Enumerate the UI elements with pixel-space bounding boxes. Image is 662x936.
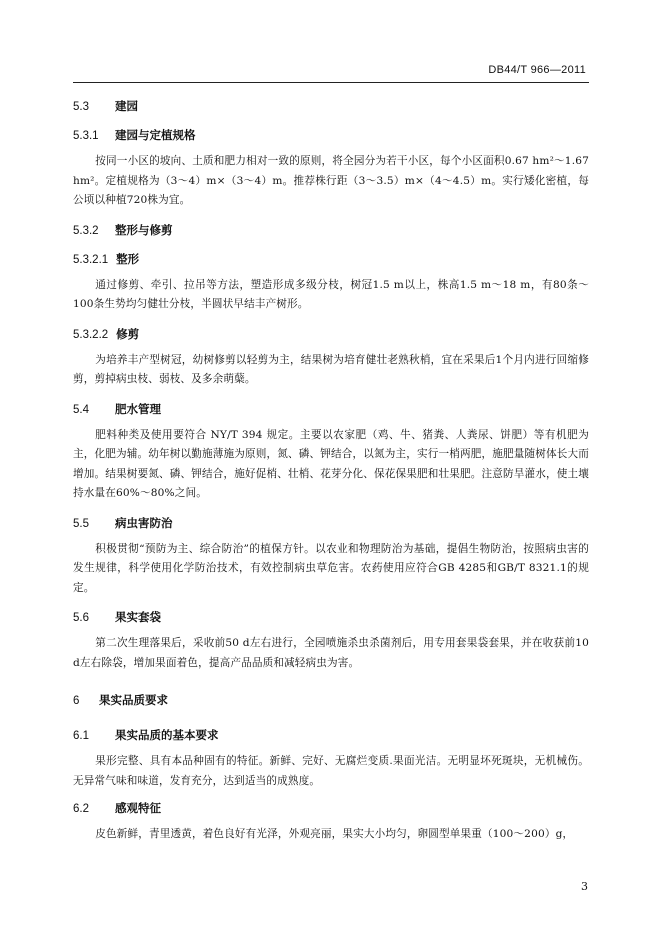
section-number: 6.2 <box>73 803 89 815</box>
document-code-header: DB44/T 966—2011 <box>488 64 586 76</box>
section-number: 5.3.2 <box>73 224 99 237</box>
section-number: 5.5 <box>73 517 89 530</box>
paragraph: 皮色新鲜，青里透黄，着色良好有光泽，外观亮丽，果实大小均匀，卵圆型单果重（100～200）g， <box>95 828 574 840</box>
paragraph: 果形完整、具有本品种固有的特征。新鲜、完好、无腐烂变质.果面光洁。无明显坏死斑块，无机械伤。无异常气味和味道，发育充分，达到适当的成熟度。 <box>73 755 589 787</box>
paragraph: 肥料种类及使用要符合 NY/T 394 规定。主要以农家肥（鸡、牛、猪粪、人粪尿、饼肥）等有机肥为主，化肥为辅。幼年树以勤施薄施为原则，氮、磷、钾结合，以氮为主，实行一梢两肥，施肥量随树体长大而增加。结果树要氮、磷、钾结合，施好促梢、壮梢、花芽分化、保花保果肥和壮果肥。注意防旱灌水，使土壤持水量在60%～80%之间。 <box>73 428 589 499</box>
section-heading <box>73 514 589 534</box>
chapter-number: 6 <box>73 695 80 707</box>
section-number: 5.3.2.2 <box>73 328 109 341</box>
section-number: 5.3 <box>73 101 89 113</box>
section-title: 建园 <box>115 101 138 113</box>
section-number: 5.3.2.1 <box>73 253 109 266</box>
section-number: 5.6 <box>73 612 89 624</box>
section-title: 果实套袋 <box>115 612 161 624</box>
section-title: 病虫害防治 <box>115 517 173 530</box>
section-title: 整形 <box>116 253 140 266</box>
section-heading <box>73 250 589 270</box>
page-number: 3 <box>581 880 588 893</box>
section-title: 果实品质的基本要求 <box>115 730 219 742</box>
section-heading <box>73 325 589 345</box>
section-heading <box>73 221 589 241</box>
section-heading <box>73 126 589 146</box>
paragraph: 为培养丰产型树冠，幼树修剪以轻剪为主，结果树为培育健壮老熟秋梢，宜在采果后1个月内进行回缩修剪，剪掉病虫枝、弱枝、及多余萌蘖。 <box>73 353 589 385</box>
section-title: 感观特征 <box>115 803 161 815</box>
section-number: 6.1 <box>73 730 89 742</box>
section-heading <box>73 726 589 746</box>
paragraph: 按同一小区的坡向、土质和肥力相对一致的原则，将全园分为若干小区，每个小区面积0.67 hm²～1.67 hm²。定植规格为（3～4）m×（3～4）m。推荐株行距（3～3.5）m×（4～4.5）m。实行矮化密植，每公顷以种植720株为宜。 <box>73 155 589 206</box>
section-heading <box>73 97 589 117</box>
section-title: 整形与修剪 <box>115 224 173 237</box>
section-title: 肥水管理 <box>115 403 161 416</box>
section-heading <box>73 400 589 420</box>
section-heading <box>73 608 589 628</box>
paragraph: 积极贯彻“预防为主、综合防治”的植保方针。以农业和物理防治为基础，提倡生物防治，按照病虫害的发生规律，科学使用化学防治技术，有效控制病虫草危害。农药使用应符合GB 4285和GB/T 8321.1的规定。 <box>73 542 589 594</box>
chapter-heading <box>73 691 589 711</box>
paragraph: 通过修剪、牵引、拉吊等方法，塑造形成多级分枝，树冠1.5 m以上，株高1.5 m～18 m，有80条～100条生势均匀健壮分枝，半圆状早结丰产树形。 <box>73 278 589 310</box>
section-title: 修剪 <box>116 328 140 341</box>
chapter-title: 果实品质要求 <box>99 695 168 707</box>
section-title: 建园与定植规格 <box>115 130 196 142</box>
section-number: 5.4 <box>73 403 89 416</box>
paragraph: 第二次生理落果后，采收前50 d左右进行，全园喷施杀虫杀菌剂后，用专用套果袋套果，并在收获前10 d左右除袋，增加果面着色，提高产品品质和减轻病虫为害。 <box>73 637 589 669</box>
section-number: 5.3.1 <box>73 130 99 142</box>
section-heading <box>73 799 589 819</box>
header-divider <box>73 82 589 83</box>
document-body <box>73 93 589 845</box>
